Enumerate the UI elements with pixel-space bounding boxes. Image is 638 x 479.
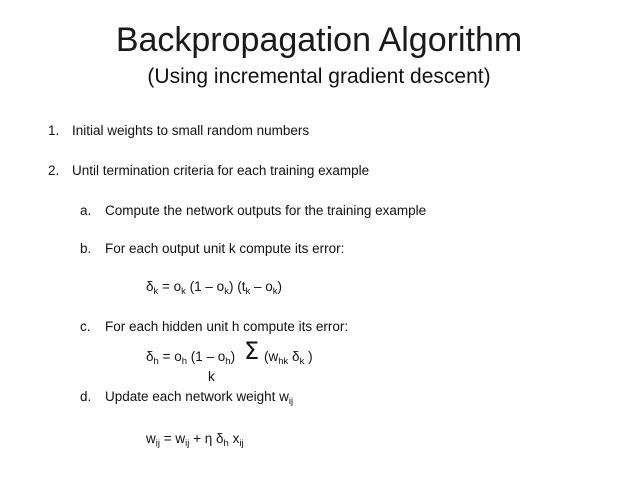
substep-text: For each output unit k compute its error:: [105, 241, 345, 256]
substep-text: Update each network weight w: [105, 389, 289, 404]
formula-hidden-error: $\delta_h = o_h$ $(1 - o_h)$: [146, 349, 236, 367]
step-text: Until termination criteria for each training example: [72, 163, 370, 178]
substep-text: For each hidden unit h compute its error:: [105, 319, 349, 334]
substep-label: a.: [80, 203, 92, 218]
slide-title: Backpropagation Algorithm: [115, 21, 523, 59]
substep-label: d.: [80, 389, 92, 404]
formula-weight-update: $w_{ij} = w_{ij} + \eta$ $\delta_h$ $x_{ij}$: [146, 431, 244, 449]
substep-text: Compute the network outputs for the training example: [105, 203, 427, 218]
substep-d: d. Update each network weight $w_{ij}$: [80, 389, 294, 407]
formula-output-error: $\delta_k = o_k$ $(1 - o_k)$ $(t_k - o_k)$: [146, 279, 282, 297]
step-1: [48, 122, 309, 140]
formula-hidden-sum-term: ($w_{hk}$ $\delta_k$ ): [264, 349, 313, 367]
sum-index: k: [208, 369, 215, 384]
substep-a: [80, 202, 426, 220]
substep-b: [80, 240, 344, 258]
slide-subtitle: (Using incremental gradient descent): [147, 65, 491, 88]
substep-label: c.: [80, 319, 91, 334]
substep-label: b.: [80, 241, 92, 256]
substep-c: [80, 318, 348, 336]
sigma-symbol: Σ: [244, 337, 260, 365]
step-number: 1.: [48, 123, 60, 138]
step-text: Initial weights to small random numbers: [72, 123, 310, 138]
step-2: [48, 162, 369, 180]
step-number: 2.: [48, 163, 60, 178]
